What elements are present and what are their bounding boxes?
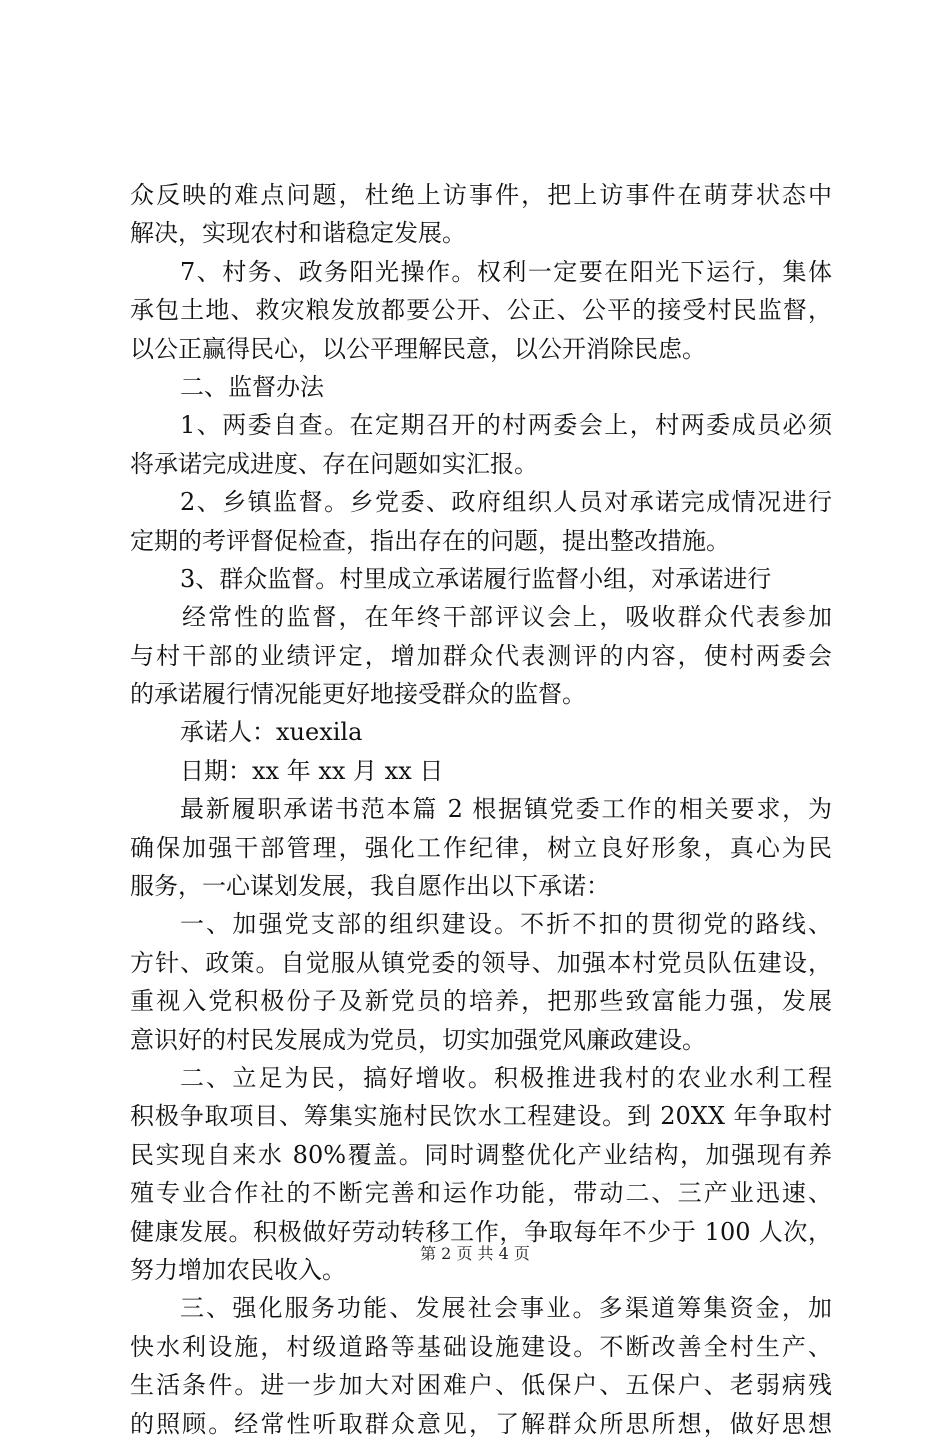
text-line: 承包土地、救灾粮发放都要公开、公正、公平的接受村民监督， xyxy=(130,296,832,325)
text-line: 确保加强干部管理，强化工作纪律，树立良好形象，真心为民 xyxy=(130,833,832,862)
text-line: 服务，一心谋划发展，我自愿作出以下承诺： xyxy=(130,872,610,901)
text-line: 殖专业合作社的不断完善和运作功能，带动二、三产业迅速、 xyxy=(130,1179,832,1208)
text-line: 健康发展。积极做好劳动转移工作，争取每年不少于 100 人次， xyxy=(130,1217,832,1246)
text-line: 3、群众监督。村里成立承诺履行监督小组，对承诺进行 xyxy=(180,564,772,593)
text-line: 2、乡镇监督。乡党委、政府组织人员对承诺完成情况进行 xyxy=(180,488,832,517)
text-line: 经常性的监督，在年终干部评议会上，吸收群众代表参加 xyxy=(182,603,832,632)
text-line: 日期：xx 年 xx 月 xx 日 xyxy=(180,756,444,785)
text-line: 重视入党积极份子及新党员的培养，把那些致富能力强，发展 xyxy=(130,987,832,1016)
text-line: 以公正赢得民心，以公平理解民意，以公开消除民虑。 xyxy=(130,334,706,363)
text-line: 解决，实现农村和谐稳定发展。 xyxy=(130,219,466,248)
text-line: 民实现自来水 80%覆盖。同时调整优化产业结构，加强现有养 xyxy=(130,1140,832,1169)
text-line: 与村干部的业绩评定，增加群众代表测评的内容，使村两委会 xyxy=(130,641,832,670)
text-line: 努力增加农民收入。 xyxy=(130,1255,346,1284)
text-line: 7、村务、政务阳光操作。权利一定要在阳光下运行，集体 xyxy=(180,257,832,286)
text-line: 承诺人：xuexila xyxy=(180,718,363,747)
page-footer: 第 2 页 共 4 页 xyxy=(420,1244,530,1263)
text-line: 积极争取项目、筹集实施村民饮水工程建设。到 20XX 年争取村 xyxy=(130,1102,832,1131)
text-line: 的承诺履行情况能更好地接受群众的监督。 xyxy=(130,680,586,709)
text-line: 生活条件。进一步加大对困难户、低保户、五保户、老弱病残 xyxy=(130,1371,832,1400)
text-line: 一、加强党支部的组织建设。不折不扣的贯彻党的路线、 xyxy=(180,910,832,939)
text-line: 方针、政策。自觉服从镇党委的领导、加强本村党员队伍建设， xyxy=(130,948,832,977)
text-line: 定期的考评督促检查，指出存在的问题，提出整改措施。 xyxy=(130,526,730,555)
text-line: 二、监督办法 xyxy=(180,372,324,401)
text-line: 意识好的村民发展成为党员，切实加强党风廉政建设。 xyxy=(130,1025,706,1054)
text-line: 1、两委自查。在定期召开的村两委会上，村两委成员必须 xyxy=(180,411,832,440)
text-line: 将承诺完成进度、存在问题如实汇报。 xyxy=(130,449,538,478)
text-line: 的照顾。经常性听取群众意见，了解群众所思所想，做好思想 xyxy=(130,1409,832,1438)
text-line: 三、强化服务功能、发展社会事业。多渠道筹集资金，加 xyxy=(180,1294,832,1323)
text-line: 众反映的难点问题，杜绝上访事件，把上访事件在萌芽状态中 xyxy=(130,181,832,209)
text-line: 二、立足为民，搞好增收。积极推进我村的农业水利工程 xyxy=(180,1063,832,1092)
text-line: 快水利设施，村级道路等基础设施建设。不断改善全村生产、 xyxy=(130,1332,832,1361)
text-line: 最新履职承诺书范本篇 2 根据镇党委工作的相关要求，为 xyxy=(180,795,832,824)
